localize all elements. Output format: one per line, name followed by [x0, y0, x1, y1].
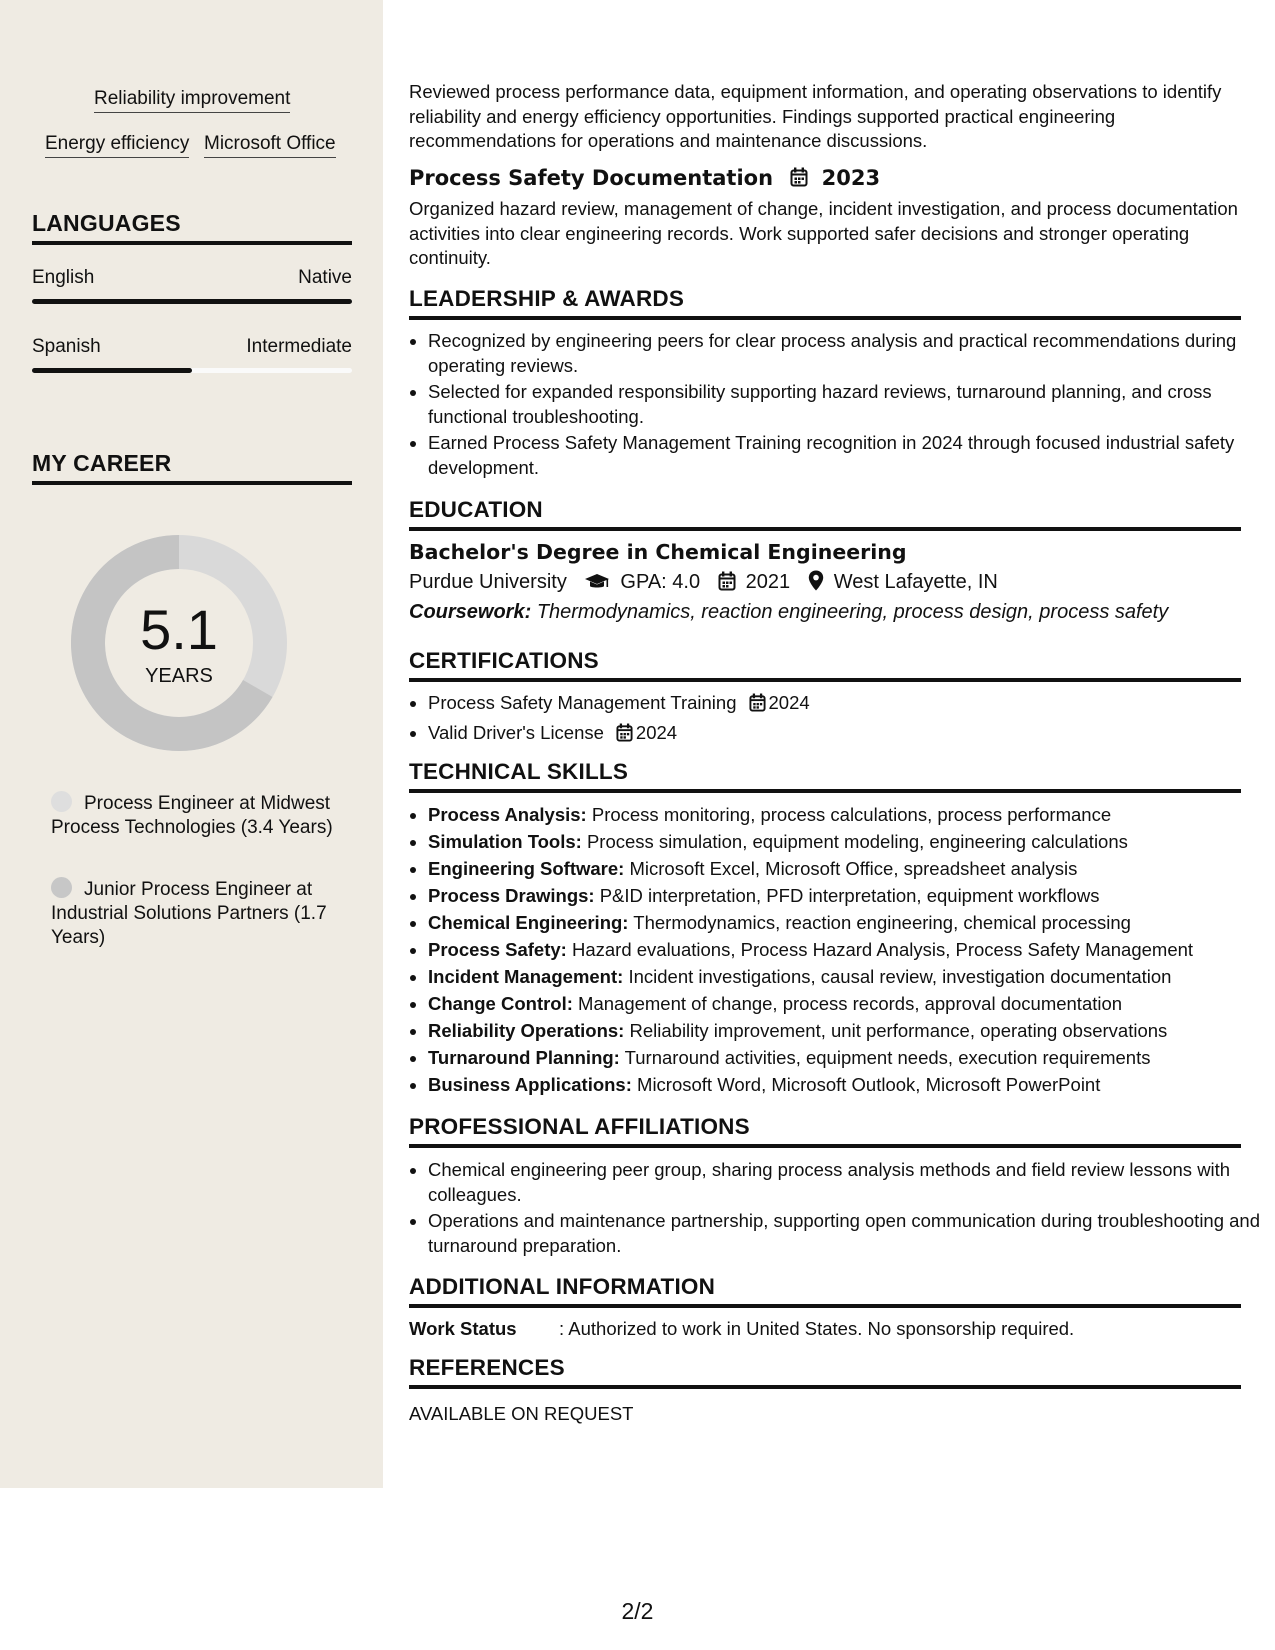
skill-label: Process Analysis: [428, 804, 587, 825]
skill-label: Process Drawings: [428, 885, 595, 906]
skill-label: Process Safety: [428, 939, 567, 960]
graduation-cap-icon [584, 573, 610, 597]
language-name: Spanish [32, 336, 101, 357]
certification-year: 2024 [635, 721, 678, 743]
list-item: • Selected for expanded responsibility supporting hazard reviews, turnaround planning, and cross functional troubleshooting. [428, 380, 1260, 429]
list-item [428, 992, 1260, 1017]
additional-info-heading: ADDITIONAL INFORMATION [409, 1274, 1241, 1308]
career-item-text: Process Engineer at Midwest Process Technologies (3.4 Years) [51, 793, 333, 838]
list-item [428, 938, 1260, 963]
calendar-icon [749, 693, 766, 719]
certification-year: 2024 [768, 692, 810, 713]
calendar-icon [616, 723, 633, 749]
skill-label: Engineering Software: [428, 858, 625, 879]
affiliations-heading: PROFESSIONAL AFFILIATIONS [409, 1114, 1241, 1148]
project-title: Process Safety Documentation [409, 166, 774, 190]
skill-label: Incident Management: [428, 966, 624, 987]
work-status-value: : Authorized to work in United States. No sponsorship required. [559, 1318, 1075, 1339]
list-item [428, 1073, 1260, 1098]
languages-heading: LANGUAGES [32, 210, 352, 245]
coursework-label: Coursework: [409, 601, 532, 623]
list-item [428, 721, 1260, 749]
leadership-list [409, 329, 1260, 482]
coursework [409, 601, 1168, 624]
list-item [428, 857, 1260, 882]
sidebar [0, 0, 383, 1488]
skill-text: Process monitoring, process calculations, process performance [591, 804, 1112, 825]
technical-skills-list [409, 803, 1260, 1100]
skill-text: Hazard evaluations, Process Hazard Analysis, Process Safety Management [571, 939, 1194, 960]
certification-name: Process Safety Management Training [428, 692, 737, 713]
skill-label: Simulation Tools: [428, 831, 582, 852]
language-proficiency-fill [32, 368, 192, 373]
skill-text: Microsoft Word, Microsoft Outlook, Microsoft PowerPoint [637, 1074, 1101, 1095]
gpa: GPA: 4.0 [620, 571, 701, 593]
skill-tag: Energy efficiency [45, 133, 189, 158]
career-heading: MY CAREER [32, 450, 352, 485]
skill-label: Chemical Engineering: [428, 912, 629, 933]
career-total-unit: YEARS [145, 665, 213, 687]
location-pin-icon [808, 570, 824, 597]
references-heading: REFERENCES [409, 1355, 1241, 1389]
graduation-year: 2021 [745, 571, 791, 593]
affiliations-list [409, 1158, 1260, 1260]
intro-paragraph: Reviewed process performance data, equipment information, and operating observations to identify reliability and energy efficiency opportunities. Findings supported practical engineering recommendations for operations and maintenance discussions. [409, 81, 1222, 151]
language-level: Intermediate [246, 336, 352, 357]
skill-label: Business Applications: [428, 1074, 632, 1095]
list-item [428, 965, 1260, 990]
career-item [51, 791, 341, 840]
references-text: AVAILABLE ON REQUEST [409, 1403, 634, 1424]
language-proficiency-bar [32, 368, 352, 373]
career-total-value: 5.1 [140, 598, 218, 661]
list-item: • Chemical engineering peer group, sharing process analysis methods and field review lessons with colleagues. [428, 1158, 1260, 1207]
education-details [409, 570, 998, 597]
language-level: Native [298, 267, 352, 288]
list-item [428, 884, 1260, 909]
school-name: Purdue University [409, 571, 567, 593]
skill-tag: Microsoft Office [204, 133, 336, 158]
language-proficiency-fill [32, 299, 352, 304]
skill-text: P&ID interpretation, PFD interpretation, equipment workflows [599, 885, 1100, 906]
list-item: • Operations and maintenance partnership, supporting open communication during troubleshooting and turnaround preparation. [428, 1209, 1260, 1258]
list-item [428, 830, 1260, 855]
skill-text: Thermodynamics, reaction engineering, chemical processing [633, 912, 1131, 933]
certification-name: Valid Driver's License [428, 721, 604, 743]
calendar-icon [790, 167, 808, 192]
work-status-row [409, 1318, 1074, 1340]
skill-label: Turnaround Planning: [428, 1047, 620, 1068]
calendar-icon [718, 571, 736, 597]
skill-text: Reliability improvement, unit performance, operating observations [629, 1020, 1168, 1041]
career-legend-dot [51, 791, 72, 812]
list-item [428, 1019, 1260, 1044]
education-heading: EDUCATION [409, 497, 1241, 531]
language-proficiency-bar [32, 299, 352, 304]
career-item [51, 877, 341, 950]
career-legend-dot [51, 877, 72, 898]
skill-text: Process simulation, equipment modeling, engineering calculations [586, 831, 1128, 852]
project-title-line [409, 166, 880, 192]
list-item [428, 803, 1260, 828]
technical-skills-heading: TECHNICAL SKILLS [409, 759, 1241, 793]
certifications-heading: CERTIFICATIONS [409, 648, 1241, 682]
project-description: Organized hazard review, management of change, incident investigation, and process documentation activities into clear engineering records. Work supported safer decisions and stronger operating continuity. [409, 198, 1238, 268]
leadership-heading: LEADERSHIP & AWARDS [409, 286, 1241, 320]
list-item: • Recognized by engineering peers for clear process analysis and practical recommendations during operating reviews. [428, 329, 1260, 378]
career-item-text: Junior Process Engineer at Industrial Solutions Partners (1.7 Years) [51, 879, 327, 948]
skill-text: Incident investigations, causal review, investigation documentation [628, 966, 1172, 987]
certifications-list [409, 691, 1260, 750]
language-name: English [32, 267, 95, 288]
list-item [428, 691, 1260, 719]
skill-label: Change Control: [428, 993, 573, 1014]
list-item [428, 911, 1260, 936]
project-year: 2023 [821, 166, 881, 190]
skill-text: Management of change, process records, approval documentation [578, 993, 1123, 1014]
work-status-label: Work Status [409, 1318, 517, 1339]
list-item: • Earned Process Safety Management Training recognition in 2024 through focused industrial safety development. [428, 431, 1260, 480]
page-number: 2/2 [621, 1598, 654, 1624]
skill-label: Reliability Operations: [428, 1020, 625, 1041]
degree-title: Bachelor's Degree in Chemical Engineering [409, 540, 907, 564]
school-location: West Lafayette, IN [833, 571, 998, 593]
skill-text: Microsoft Excel, Microsoft Office, spreadsheet analysis [629, 858, 1078, 879]
coursework-text: Thermodynamics, reaction engineering, process design, process safety [536, 601, 1169, 623]
list-item [428, 1046, 1260, 1071]
career-donut-chart [66, 530, 292, 756]
skill-text: Turnaround activities, equipment needs, execution requirements [624, 1047, 1151, 1068]
skill-tag: Reliability improvement [94, 88, 290, 113]
